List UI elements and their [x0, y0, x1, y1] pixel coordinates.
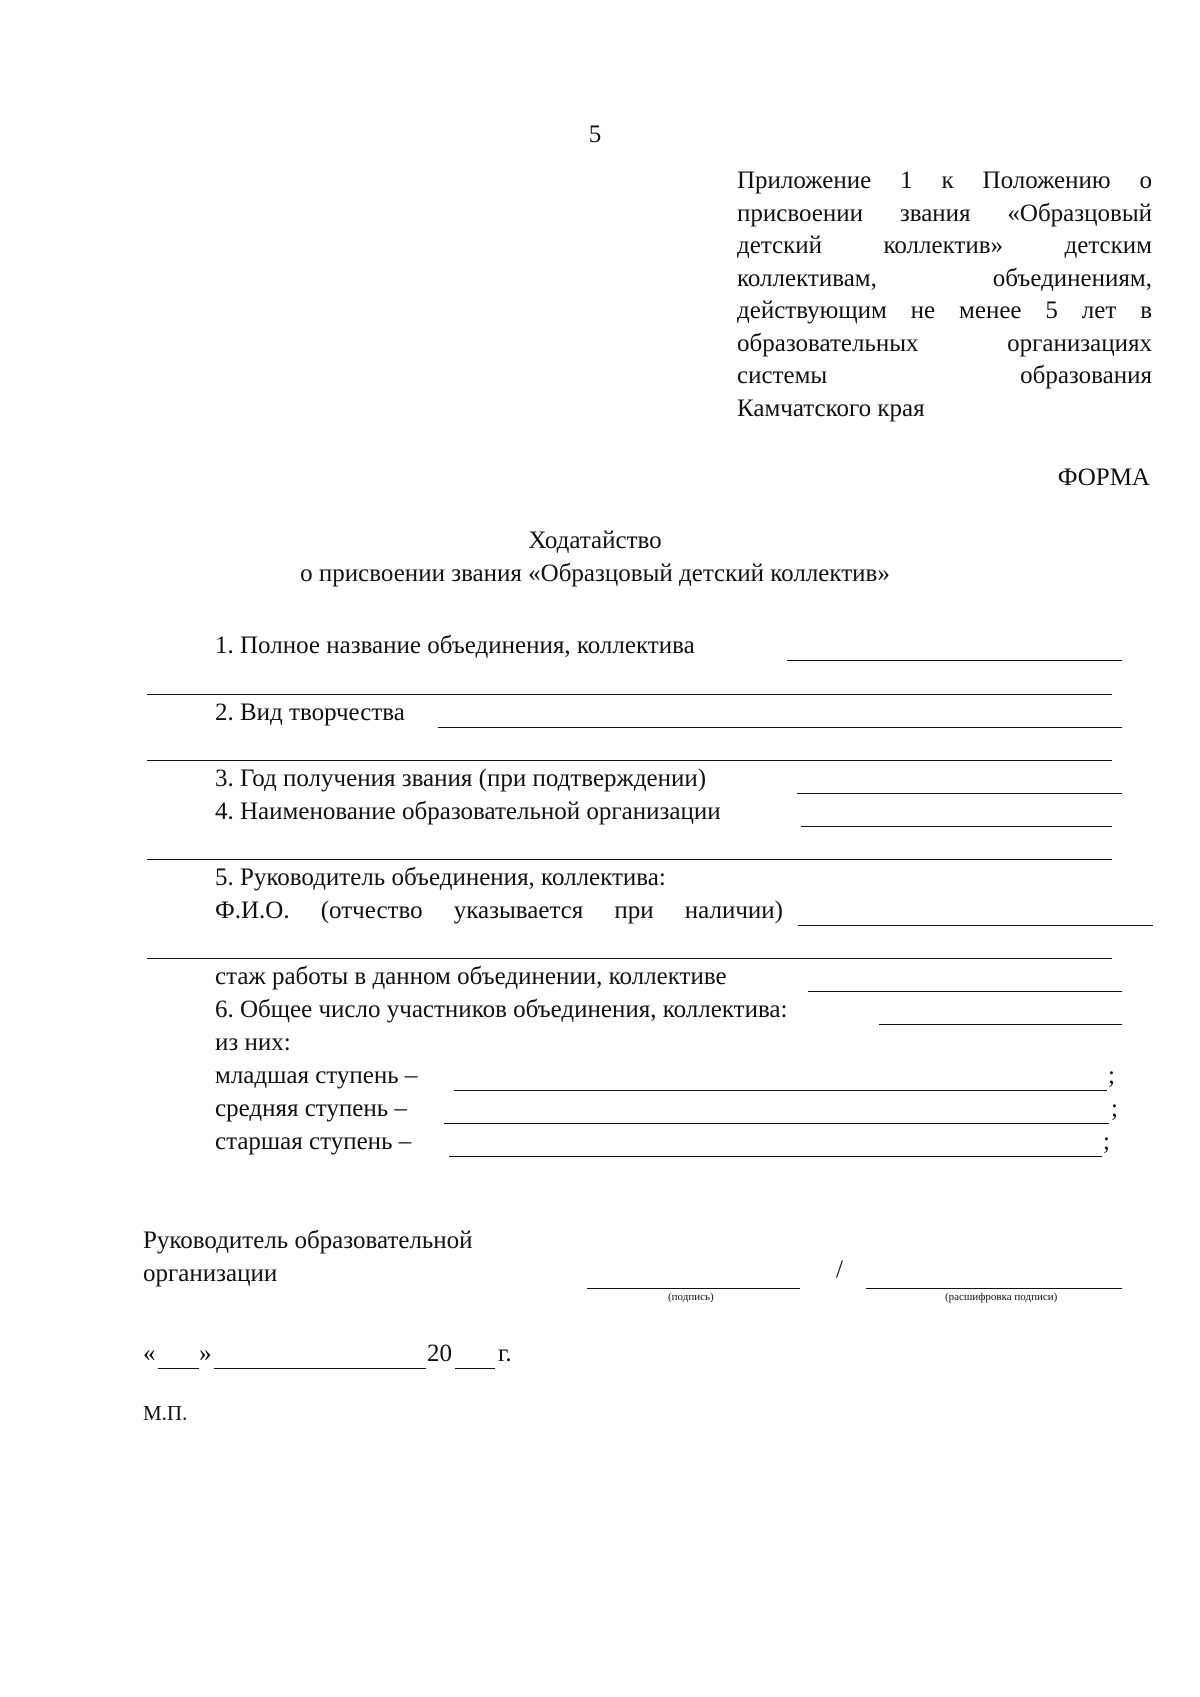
fio-word: при: [614, 897, 654, 924]
semicolon: ;: [1108, 1062, 1115, 1089]
date-open-quote: «: [143, 1340, 156, 1367]
date-close-quote: »: [199, 1340, 212, 1367]
field-line-creativity-cont[interactable]: [147, 760, 1112, 761]
fio-word: (отчество: [320, 897, 423, 924]
page-number: 5: [588, 121, 602, 148]
field-label-leader: 5. Руководитель объединения, коллектива:: [215, 864, 666, 891]
signature-line[interactable]: [587, 1288, 800, 1289]
semicolon: ;: [1103, 1128, 1110, 1155]
field-line-participants[interactable]: [879, 1024, 1122, 1025]
field-label-full-name: 1. Полное название объединения, коллектива: [215, 632, 695, 659]
signature-slash: /: [836, 1256, 843, 1283]
field-line-senior[interactable]: [449, 1156, 1102, 1157]
field-label-creativity: 2. Вид творчества: [215, 699, 405, 726]
date-year-prefix: 20: [427, 1340, 452, 1367]
field-label-participants: 6. Общее число участников объединения, коллектива:: [215, 996, 788, 1023]
date-day-line[interactable]: [158, 1368, 199, 1369]
document-subtitle: о присвоении звания «Образцовый детский коллектив»: [300, 560, 890, 587]
signature-head-line1: Руководитель образовательной: [143, 1227, 473, 1254]
date-year-line[interactable]: [455, 1368, 495, 1369]
field-label-middle: средняя ступень –: [215, 1095, 407, 1122]
field-line-organization-cont[interactable]: [147, 859, 1112, 860]
signature-decode-line[interactable]: [866, 1288, 1122, 1289]
signature-decode-caption: (расшифровка подписи): [945, 1291, 1058, 1303]
field-label-experience: стаж работы в данном объединении, коллективе: [215, 963, 727, 990]
field-label-senior: старшая ступень –: [215, 1128, 412, 1155]
annex-line: системы образования: [737, 362, 1152, 389]
fio-word: Ф.И.О.: [215, 897, 290, 924]
field-label-junior: младшая ступень –: [215, 1062, 418, 1089]
document-title: Ходатайство: [528, 527, 662, 554]
fio-word: указывается: [453, 897, 584, 924]
stamp-label: М.П.: [143, 1401, 188, 1425]
field-line-organization[interactable]: [801, 826, 1112, 827]
annex-line: Приложение 1 к Положению о: [737, 167, 1152, 194]
label-of-them: из них:: [215, 1029, 291, 1056]
semicolon: ;: [1111, 1095, 1118, 1122]
field-label-title-year: 3. Год получения звания (при подтверждении): [215, 765, 707, 792]
signature-head-line2: организации: [143, 1260, 278, 1287]
field-line-title-year[interactable]: [797, 793, 1122, 794]
field-line-middle[interactable]: [444, 1123, 1109, 1124]
fio-word: наличии): [684, 897, 783, 924]
field-label-fio: [215, 896, 783, 926]
annex-line: коллективам, объединениям,: [737, 264, 1152, 292]
date-month-line[interactable]: [214, 1368, 426, 1369]
field-line-fio-cont[interactable]: [147, 958, 1112, 959]
signature-caption: (подпись): [668, 1291, 714, 1303]
annex-line: присвоении звания «Образцовый: [737, 199, 1152, 227]
annex-header: [737, 165, 1152, 425]
annex-line: образовательных организациях: [737, 329, 1152, 357]
form-label: ФОРМА: [1057, 464, 1150, 491]
annex-line: детский коллектив» детским: [737, 232, 1152, 259]
annex-line: действующим не менее 5 лет в: [737, 297, 1152, 324]
field-line-experience[interactable]: [808, 991, 1122, 992]
date-year-suffix: г.: [498, 1340, 512, 1367]
field-label-organization: 4. Наименование образовательной организации: [215, 798, 721, 825]
annex-line: Камчатского края: [737, 394, 925, 422]
field-line-junior[interactable]: [454, 1090, 1107, 1091]
field-line-full-name-cont[interactable]: [147, 694, 1112, 695]
field-line-creativity[interactable]: [438, 727, 1122, 728]
field-line-full-name[interactable]: [787, 660, 1122, 661]
field-line-fio[interactable]: [798, 925, 1153, 926]
